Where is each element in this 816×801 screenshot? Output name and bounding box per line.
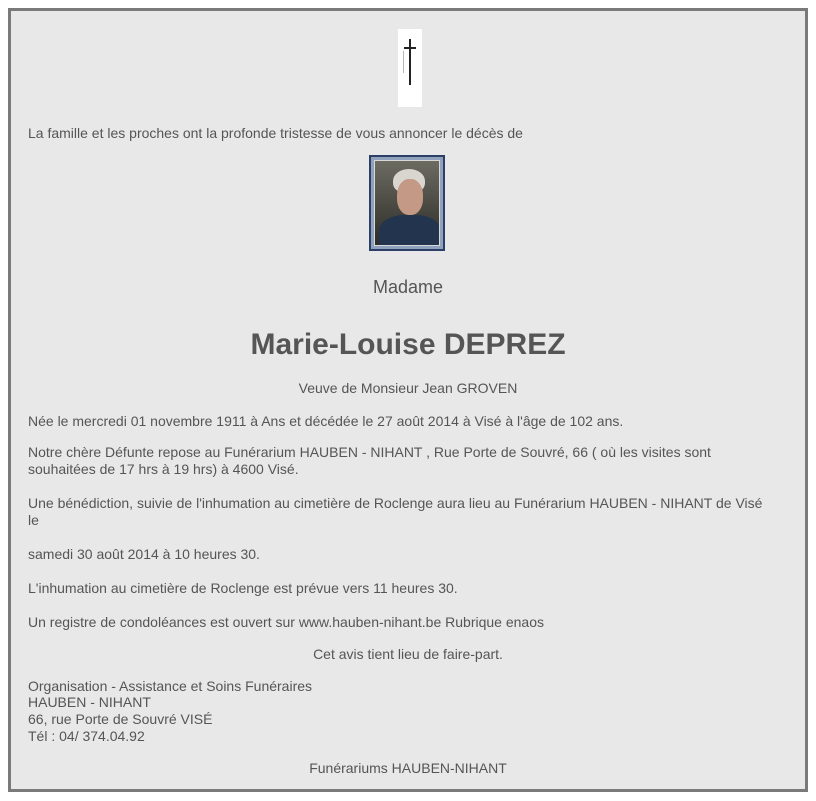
organisation-phone: Tél : 04/ 374.04.92: [28, 728, 145, 744]
blessing-text-line1: Une bénédiction, suivie de l'inhumation au cimetière de Roclenge aura lieu au Funérarium HAUBEN - NIHANT de Visé: [28, 495, 763, 511]
organisation-name: HAUBEN - NIHANT: [28, 694, 151, 710]
salutation: Madame: [372, 277, 444, 297]
blessing-text-line2: le: [28, 512, 39, 528]
intro-text: La famille et les proches ont la profonde tristesse de vous annoncer le décès de: [28, 125, 523, 141]
birth-death-text: Née le mercredi 01 novembre 1911 à Ans et décédée le 27 août 2014 à Visé à l'âge de 102 ans.: [28, 413, 624, 429]
organisation-title: Organisation - Assistance et Soins Funéraires: [28, 678, 313, 694]
obituary-card: [8, 8, 808, 792]
rest-text-line1: Notre chère Défunte repose au Funérarium HAUBEN - NIHANT , Rue Porte de Souvré, 66 ( où les visites sont: [28, 444, 711, 460]
organisation-address: 66, rue Porte de Souvré VISÉ: [28, 711, 213, 727]
rest-text-line2: souhaitées de 17 hrs à 19 hrs) à 4600 Visé.: [28, 461, 299, 477]
footer-signature: Funérariums HAUBEN-NIHANT: [309, 760, 507, 776]
deceased-photo: [369, 155, 445, 251]
burial-text: L'inhumation au cimetière de Roclenge est prévue vers 11 heures 30.: [28, 580, 458, 596]
widow-of: Veuve de Monsieur Jean GROVEN: [298, 380, 518, 396]
ceremony-date: samedi 30 août 2014 à 10 heures 30.: [28, 546, 260, 562]
notice-text: Cet avis tient lieu de faire-part.: [313, 646, 503, 662]
cross-icon: [398, 29, 422, 107]
deceased-name: Marie-Louise DEPREZ: [250, 328, 566, 361]
register-text: Un registre de condoléances est ouvert sur www.hauben-nihant.be Rubrique enaos: [28, 614, 544, 630]
